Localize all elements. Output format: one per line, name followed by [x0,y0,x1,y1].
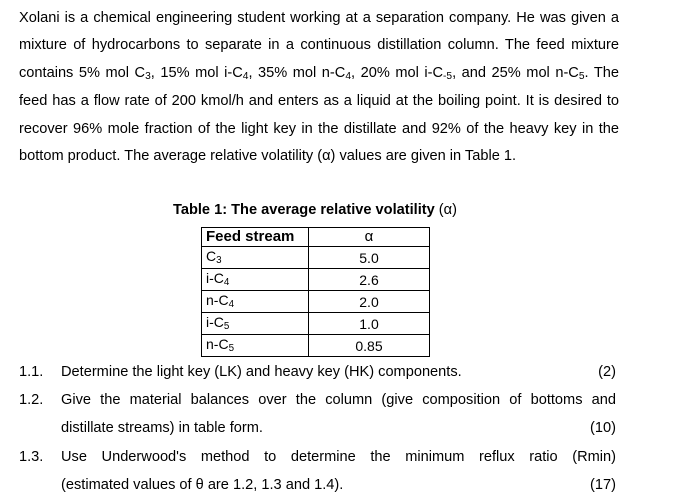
subscript: 5 [223,321,230,333]
intro-text: . The feed has a flow rate of 200 kmol/h and enters as a liquid at the boiling point. It is desired to recover 96% mole fraction of the light key in the distillate and 92% of the heavy key in the bottom product. The average relative volatility (α) values are given in Table 1. [19,64,619,165]
intro-text: , 20% mol i-C [351,64,444,81]
question-text: distillate streams) in table form. [61,420,263,436]
question-1-3 [19,443,616,499]
table-row [202,247,430,269]
question-1-1 [19,358,616,386]
header-feed-stream: Feed stream [202,228,309,247]
table-caption-symbol: (α) [438,202,457,218]
question-text: Give the material balances over the column (give composition of bottoms and [61,392,616,408]
question-1-2 [19,386,616,442]
question-number: 1.3. [19,449,44,465]
intro-text: Xolani is a chemical engineering student working at a separation company. He was given a mixture of hydrocarbons to separate in a continuous distillation column. The feed mixture contains 5% mol C [19,10,619,81]
component-name: n-C [206,336,229,352]
question-number: 1.2. [19,392,44,408]
intro-text: , 35% mol n-C [248,64,346,81]
question-text: Determine the light key (LK) and heavy key (HK) components. [61,364,462,380]
subscript: 4 [223,277,230,289]
subscript: -5 [443,71,453,83]
table-row [202,335,430,357]
component-cell [202,269,309,291]
component-cell [202,313,309,335]
subscript: 3 [216,255,222,267]
table-row [202,313,430,335]
subscript: 5 [578,71,585,83]
alpha-cell: 2.6 [309,269,430,291]
subscript: 4 [242,71,249,83]
component-cell [202,291,309,313]
component-cell [202,247,309,269]
question-number: 1.1. [19,364,44,380]
subscript: 3 [145,71,151,83]
question-text: (estimated values of θ are 1.2, 1.3 and 1.4). [61,477,344,493]
component-name: C [206,248,217,264]
table-caption [0,199,630,221]
question-marks: (2) [598,364,616,380]
intro-text: , 15% mol i-C [150,64,243,81]
table-header-row [202,228,430,247]
question-text: Use Underwood's method to determine the minimum reflux ratio (Rmin) [61,449,616,465]
component-name: i-C [206,314,224,330]
alpha-cell: 2.0 [309,291,430,313]
subscript: 4 [345,71,352,83]
table-row [202,269,430,291]
problem-statement [19,5,619,170]
component-cell [202,335,309,357]
header-alpha: α [309,228,430,247]
component-name: n-C [206,292,229,308]
table-row [202,291,430,313]
alpha-cell: 5.0 [309,247,430,269]
question-marks: (17) [590,477,616,493]
intro-text: , and 25% mol n-C [452,64,579,81]
volatility-table [201,227,430,357]
subscript: 5 [228,343,235,355]
table-caption-text: Table 1: The average relative volatility [173,202,435,218]
subscript: 4 [228,299,235,311]
question-marks: (10) [590,420,616,436]
alpha-cell: 1.0 [309,313,430,335]
alpha-cell: 0.85 [309,335,430,357]
component-name: i-C [206,270,224,286]
